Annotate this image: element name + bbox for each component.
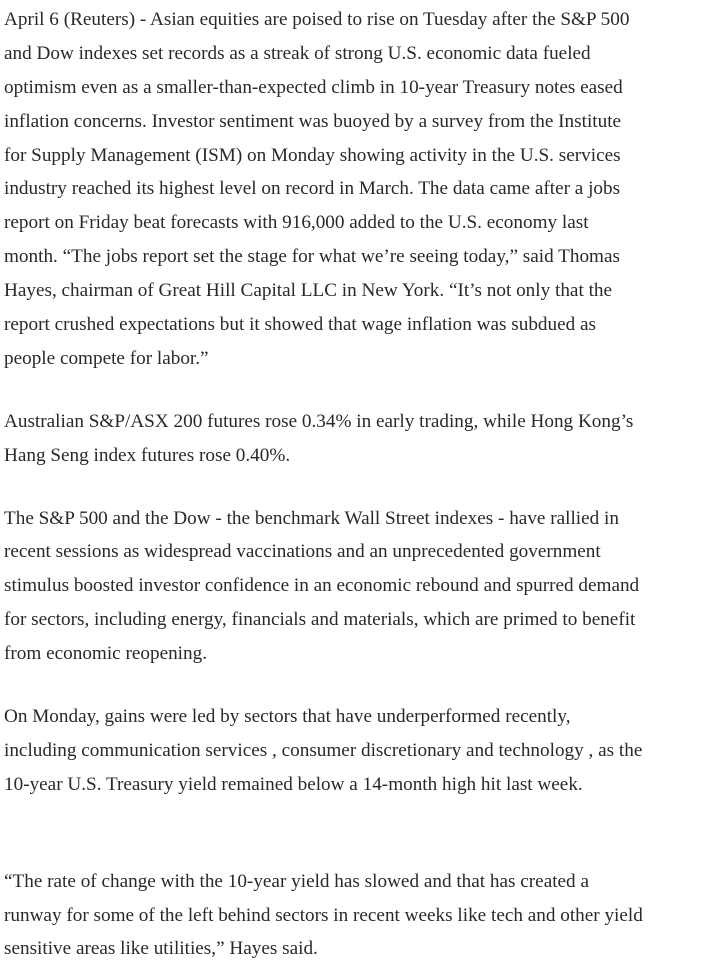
text-line: Hang Seng index futures rose 0.40%. [4, 444, 291, 466]
text-line: optimism even as a smaller-than-expected climb in 10-year Treasury notes eased [4, 76, 623, 98]
text-line: Australian S&P/ASX 200 futures rose 0.34% in early trading, while Hong Kong’s [4, 410, 634, 432]
text-line: industry reached its highest level on record in March. The data came after a jobs [4, 178, 621, 200]
paragraph-spacer [4, 376, 727, 405]
text-line: runway for some of the left behind sectors in recent weeks like tech and other yield [4, 904, 643, 926]
paragraph-spacer [4, 671, 727, 700]
text-line: The S&P 500 and the Dow - the benchmark Wall Street indexes - have rallied in [4, 507, 619, 529]
text-line: including communication services , consumer discretionary and technology , as the [4, 739, 643, 761]
text-line: sensitive areas like utilities,” Hayes said. [4, 938, 318, 960]
text-line: inflation concerns. Investor sentiment was buoyed by a survey from the Institute [4, 110, 622, 132]
paragraph-wall-street [4, 502, 727, 671]
paragraph-monday [4, 700, 727, 802]
text-line: month. “The jobs report set the stage for what we’re seeing today,” said Thomas [4, 246, 620, 268]
text-line: 10-year U.S. Treasury yield remained below a 14-month high hit last week. [4, 773, 583, 795]
text-line: for sectors, including energy, financials and materials, which are primed to benefit [4, 609, 636, 631]
text-line: from economic reopening. [4, 643, 207, 665]
text-line: Hayes, chairman of Great Hill Capital LLC in New York. “It’s not only that the [4, 280, 613, 302]
text-line: recent sessions as widespread vaccinations and an unprecedented government [4, 541, 601, 563]
paragraph-intro [4, 3, 727, 376]
paragraph-spacer [4, 802, 727, 865]
text-line: On Monday, gains were led by sectors that have underperformed recently, [4, 706, 571, 728]
paragraph-spacer [4, 473, 727, 502]
text-line: people compete for labor.” [4, 347, 209, 369]
text-line: report on Friday beat forecasts with 916,000 added to the U.S. economy last [4, 212, 589, 234]
text-line: April 6 (Reuters) - Asian equities are poised to rise on Tuesday after the S&P 500 [4, 9, 630, 30]
text-line: stimulus boosted investor confidence in an economic rebound and spurred demand [4, 575, 640, 597]
paragraph-futures [4, 405, 727, 473]
text-line: and Dow indexes set records as a streak of strong U.S. economic data fueled [4, 42, 591, 64]
paragraph-quote [4, 865, 727, 966]
text-line: report crushed expectations but it showed that wage inflation was subdued as [4, 314, 596, 336]
text-line: “The rate of change with the 10-year yield has slowed and that has created a [4, 870, 589, 892]
text-line: for Supply Management (ISM) on Monday showing activity in the U.S. services [4, 144, 621, 166]
